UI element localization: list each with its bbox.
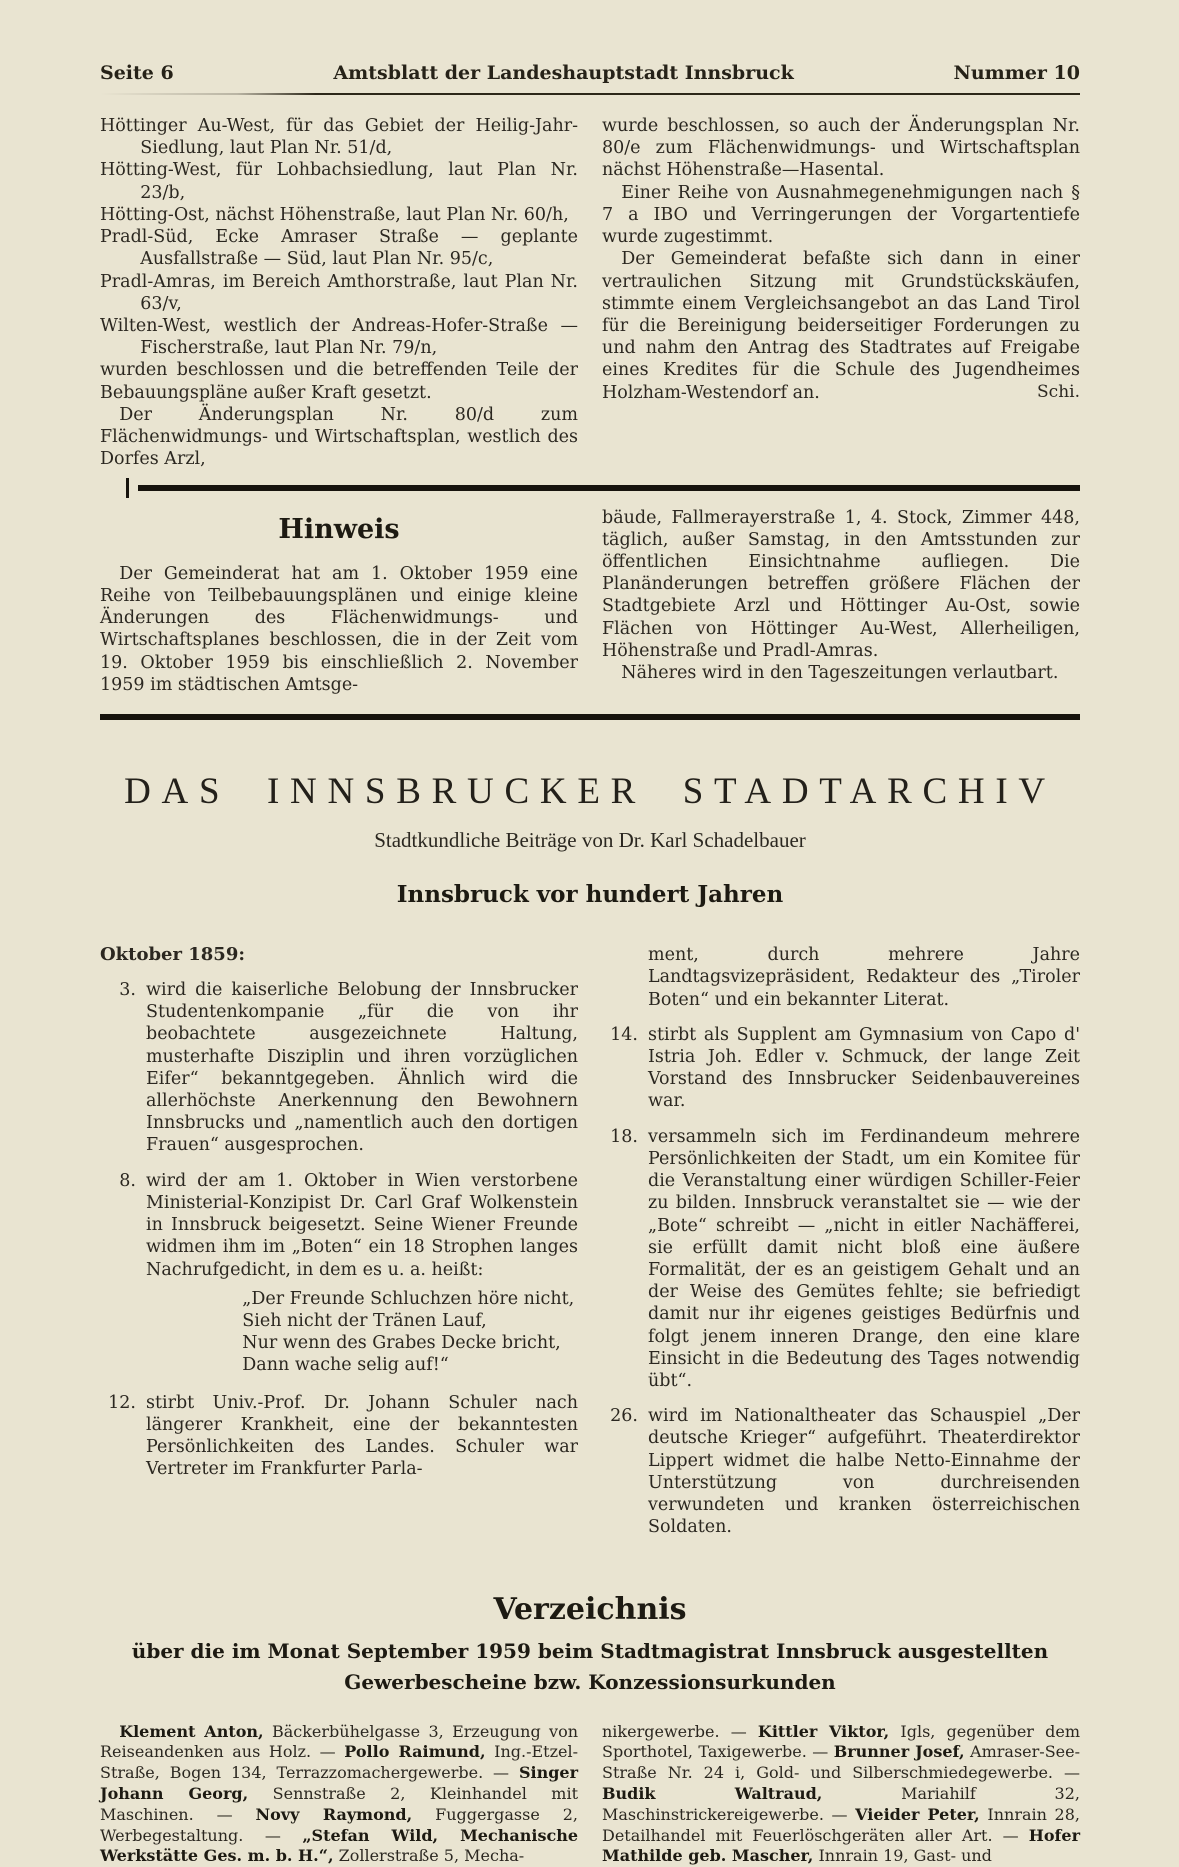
directory-entry-detail: Mariahilf 32, Maschinstrickereigewerbe. — (602, 1783, 1080, 1824)
directory-entry-detail: Innrain 28, Detailhandel mit Feuerlöschgeräten aller Art. — (602, 1804, 1080, 1845)
directory-entry-name: Hofer Mathilde geb. Mascher, (602, 1825, 1080, 1866)
item-text: stirbt als Supplent am Gymnasium von Capo d' Istria Joh. Edler v. Schmuck, der lange Zeit Vorstand des Innsbrucker Seidenbauvereines war. (648, 1024, 1080, 1112)
verzeichnis-section (100, 1592, 1080, 1694)
chronicle-item (602, 1126, 1080, 1393)
directory-entry-name: Brunner Josef, (833, 1742, 965, 1762)
directory-entry-detail: Igls, gegenüber dem Sporthotel, Taxigewerbe. — (602, 1721, 1080, 1762)
plan-entry: Hötting-West, für Lohbachsiedlung, laut Plan Nr. 23/b, (100, 160, 578, 203)
plan-entry: Pradl-Amras, im Bereich Amthorstraße, laut Plan Nr. 63/v, (100, 271, 578, 314)
hinweis-heading: Hinweis (278, 513, 400, 545)
plan-entry: Pradl-Süd, Ecke Amraser Straße — geplante Ausfallstraße — Süd, laut Plan Nr. 95/c, (100, 227, 578, 270)
directory-entry-detail: Zollerstraße 5, Mecha- (333, 1846, 525, 1866)
stadtarchiv-article (100, 770, 1080, 1551)
directory-entry-detail: Bäckerbühelgasse 3, Erzeugung von Reiseandenken aus Holz. — (100, 1721, 579, 1762)
article-section-heading: Innsbruck vor hundert Jahren (396, 881, 784, 909)
divider-tick (126, 478, 129, 498)
item-number: 14. (610, 1024, 638, 1045)
verzeichnis-subtitle-line1: über die im Monat September 1959 beim Stadtmagistrat Innsbruck ausgestellten (131, 1638, 1049, 1663)
chronicle-item (602, 1024, 1080, 1113)
directory-entry-detail: nikergewerbe. — (602, 1721, 758, 1741)
directory-columns (100, 1722, 1080, 1867)
item-number: 8. (119, 1170, 136, 1191)
item-number: 26. (610, 1406, 638, 1427)
item-text: versammeln sich im Ferdinandeum mehrere Persönlichkeiten der Stadt, um ein Komitee für die Veranstaltung einer würdigen Schiller-Feier zu bilden. Innsbruck veranstaltet sie — wie der „Bote“ schreibt — „nicht in eitler Nachäfferei, sie erfüllt damit nicht bloß eine äußere Formalität, der es an geistigem Gehalt und an der Weise des Gemütes fehlte; sie befriedigt damit nur ihr eigenes geistiges Bedürfnis und folgt jenem inneren Drange, den eine klare Einsicht in die Bedeutung des Tages notwendig übt“. (648, 1126, 1080, 1392)
directory-entry-name: Vieider Peter, (855, 1804, 980, 1824)
poem-line: Sieh nicht der Tränen Lauf, (242, 1311, 487, 1332)
item-number: 12. (108, 1392, 136, 1413)
plan-entry: Hötting-Ost, nächst Höhenstraße, laut Plan Nr. 60/h, (100, 204, 569, 225)
page-header (100, 62, 1080, 84)
hinweis-section (100, 507, 1080, 697)
chronicle-item (100, 1170, 578, 1379)
directory-entry-name: Budik Waltraud, (602, 1783, 823, 1803)
directory-left-column (100, 1722, 578, 1867)
paragraph: wurden beschlossen und die betreffenden Teile der Bebauungspläne außer Kraft gesetzt. (100, 360, 578, 403)
continuation-paragraph: ment, durch mehrere Jahre Landtagsvizepräsident, Redakteur des „Tiroler Boten“ und ein bekannter Literat. (648, 945, 1080, 1010)
item-number: 3. (119, 979, 136, 1000)
directory-entry-detail: Amraser-See-Straße Nr. 24 i, Gold- und Silberschmiedegewerbe. — (602, 1742, 1081, 1783)
poem-line: Nur wenn des Grabes Decke bricht, (242, 1333, 561, 1354)
item-text: wird im Nationaltheater das Schauspiel „Der deutsche Krieger“ aufgeführt. Theaterdirektor Lippert widmet die halbe Netto-Einnahme der Unterstützung von durchreisenden verwundeten und kranken österreichischen Soldaten. (648, 1406, 1080, 1538)
directory-entry-name: Klement Anton, (119, 1721, 264, 1741)
hinweis-left-column (100, 507, 578, 697)
directory-entry-name: „Stefan Wild, Mechanische Werkstätte Ges. m. b. H.“, (100, 1825, 578, 1866)
chronicle-item (100, 979, 578, 1157)
paragraph: Einer Reihe von Ausnahmegenehmigungen nach § 7 a IBO und Verringerungen der Vorgartentiefe wurde zugestimmt. (602, 182, 1080, 248)
directory-entry-detail: Sennstraße 2, Kleinhandel mit Maschinen. — (100, 1783, 578, 1824)
directory-entry-name: Novy Raymond, (255, 1804, 413, 1824)
chronicle-item (100, 1392, 578, 1481)
paragraph: wurde beschlossen, so auch der Änderungsplan Nr. 80/e zum Flächenwidmungs- und Wirtschaftsplan nächst Höhenstraße—Hasental. (602, 116, 1080, 181)
poem-line: „Der Freunde Schluchzen höre nicht, (242, 1288, 575, 1309)
plan-entry: Wilten-West, westlich der Andreas-Hofer-Straße — Fischerstraße, laut Plan Nr. 79/n, (100, 315, 578, 359)
hinweis-right-column (602, 507, 1080, 697)
council-left-column (100, 115, 578, 471)
directory-entry-detail: Innrain 19, Gast- und (813, 1846, 992, 1866)
page-number-label: Seite 6 (100, 62, 174, 84)
directory-entry-name: Kittler Viktor, (757, 1721, 890, 1741)
header-rule (100, 93, 1080, 95)
section-divider (100, 714, 1080, 720)
item-text-body: wird der am 1. Oktober in Wien verstorbene Ministerial-Konzipist Dr. Carl Graf Wolkenstein in Innsbruck beigesetzt. Seine Wiener Freunde widmen ihm im „Boten“ ein 18 Strophen langes Nachrufgedicht, in dem es u. a. heißt: (146, 1170, 578, 1280)
verzeichnis-heading: Verzeichnis (493, 1591, 687, 1627)
item-text (146, 1170, 578, 1379)
masthead-title: Amtsblatt der Landeshauptstadt Innsbruck (333, 62, 794, 84)
directory-entry-detail: Ing.-Etzel-Straße, Bogen 134, Terrazzomachergewerbe. — (100, 1742, 579, 1783)
item-text: wird die kaiserliche Belobung der Innsbrucker Studentenkompanie „für die von ihr beobachtete ausgezeichnete Haltung, musterhafte Disziplin und ihren vorzüglichen Eifer“ bekanntgegeben. Ähnlich wird die allerhöchste Anerkennung den Bewohnern Innsbrucks und „namentlich auch den dortigen Frauen“ ausgesprochen. (146, 979, 578, 1156)
poem-line: Dann wache selig auf!“ (242, 1355, 449, 1376)
chronicle-columns (100, 944, 1080, 1551)
issue-number-label: Nummer 10 (953, 62, 1080, 84)
directory-entry-detail: Fuggergasse 2, Werbegestaltung. — (100, 1804, 578, 1845)
paragraph: Der Gemeinderat hat am 1. Oktober 1959 eine Reihe von Teilbebauungsplänen und einige kleine Änderungen des Flächenwidmungs- und Wirtschaftsplanes beschlossen, die in der Zeit vom 19. Oktober 1959 bis einschließlich 2. November 1959 im städtischen Amtsge- (100, 563, 578, 695)
plan-entry: Höttinger Au-West, für das Gebiet der Heilig-Jahr-Siedlung, laut Plan Nr. 51/d, (100, 116, 578, 159)
poem (242, 1288, 578, 1377)
paragraph: Der Änderungsplan Nr. 80/d zum Flächenwidmungs- und Wirtschaftsplan, westlich des Dorfes Arzl, (100, 404, 578, 470)
council-report-section (100, 115, 1080, 471)
date-label: Oktober 1859: (100, 944, 246, 966)
council-right-column (602, 115, 1080, 471)
item-text: stirbt Univ.-Prof. Dr. Johann Schuler nach längerer Krankheit, eine der bekanntesten Persönlichkeiten des Landes. Schuler war Vertreter im Frankfurter Parla- (146, 1392, 578, 1480)
chronicle-item (602, 1405, 1080, 1538)
verzeichnis-subtitle-line2: Gewerbescheine bzw. Konzessionsurkunden (344, 1669, 836, 1694)
directory-right-column (602, 1722, 1080, 1867)
article-subtitle: Stadtkundliche Beiträge von Dr. Karl Schadelbauer (374, 828, 806, 853)
paragraph (602, 248, 1080, 404)
chronicle-left-column (100, 944, 578, 1551)
chronicle-right-column (602, 944, 1080, 1551)
article-title: DAS INNSBRUCKER STADTARCHIV (124, 771, 1056, 813)
paragraph: bäude, Fallmerayerstraße 1, 4. Stock, Zimmer 448, täglich, außer Samstag, in den Amtsstunden zur öffentlichen Einsichtnahme aufliegen. Die Planänderungen betreffen größere Flächen der Stadtgebiete Arzl und Höttinger Au-Ost, sowie Flächen von Höttinger Au-West, Allerheiligen, Höhenstraße und Pradl-Amras. (602, 507, 1080, 661)
author-signature: Schi. (1037, 381, 1080, 402)
paragraph-text: Der Gemeinderat befaßte sich dann in einer vertraulichen Sitzung mit Grundstückskäufen, stimmte einem Vergleichsangebot an das Land Tirol für die Bereinigung beiderseitiger Forderungen zu und nahm den Antrag des Stadtrates auf Freigabe eines Kredites für die Schule des Jugendheimes Holzham-Westendorf an. (602, 249, 1080, 403)
directory-entry-name: Singer Johann Georg, (100, 1763, 578, 1803)
item-number: 18. (610, 1126, 638, 1147)
directory-entry-name: Pollo Raimund, (344, 1742, 486, 1762)
section-divider (138, 485, 1080, 491)
paragraph: Näheres wird in den Tageszeitungen verlautbart. (621, 663, 1059, 684)
